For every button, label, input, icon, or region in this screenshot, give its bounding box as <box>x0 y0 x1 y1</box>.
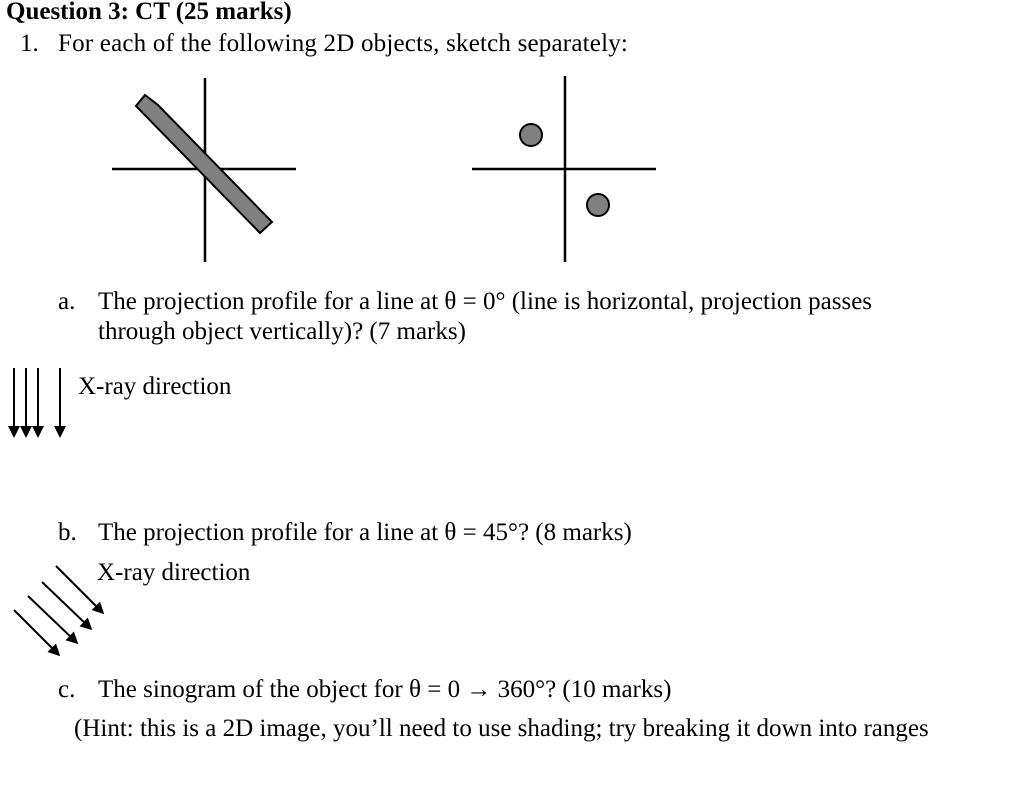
upper-left-dot <box>520 124 542 146</box>
figure-bar-object <box>100 70 310 270</box>
part-b-xray-label: X-ray direction <box>97 559 251 586</box>
part-a-line2: through object vertically)? (7 marks) <box>98 318 466 345</box>
diag-arrow-1 <box>56 566 100 610</box>
part-c-line1: The sinogram of the object for θ = 0 → 360°? (10 marks) <box>98 676 672 703</box>
question-title: Question 3: CT (25 marks) <box>6 0 292 25</box>
part-a-letter: a. <box>58 288 76 315</box>
part-c-hint: (Hint: this is a 2D image, you’ll need to use shading; try breaking it down into ranges <box>74 715 929 742</box>
figure-dots-object <box>470 70 670 270</box>
part-b-line1: The projection profile for a line at θ = 45°? (8 marks) <box>98 519 632 546</box>
diagonal-xray-arrows <box>8 560 108 660</box>
part-a-xray-label: X-ray direction <box>78 373 232 400</box>
diag-arrow-2 <box>42 582 88 626</box>
part-a-line1: The projection profile for a line at θ = 0° (line is horizontal, projection passes <box>98 288 873 315</box>
item-text: For each of the following 2D objects, sketch separately: <box>58 30 629 57</box>
vertical-xray-arrows <box>0 360 75 440</box>
part-b-letter: b. <box>58 519 77 546</box>
lower-right-dot <box>587 194 609 216</box>
diag-arrow-3 <box>28 596 74 640</box>
item-number: 1. <box>20 30 39 57</box>
part-c-letter: c. <box>58 676 76 703</box>
